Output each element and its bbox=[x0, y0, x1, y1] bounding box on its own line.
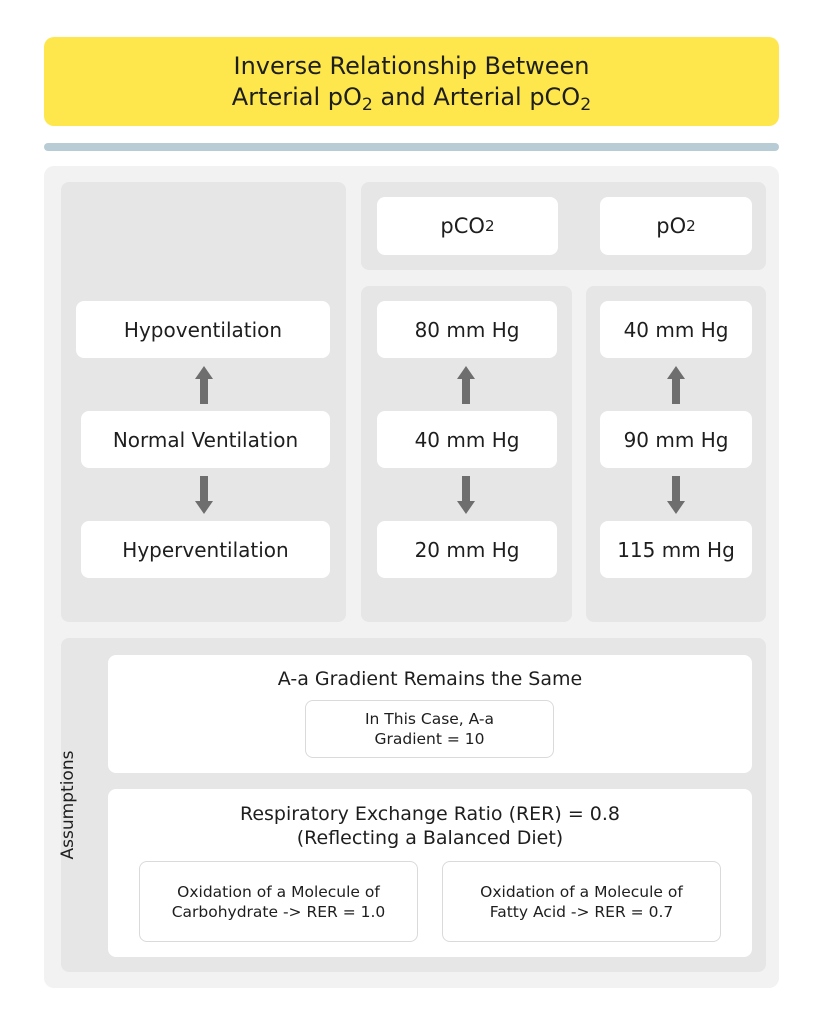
title-line-2: Arterial $pO_2$ and Arterial pCO$_2$ bbox=[231, 82, 592, 115]
rer-heading bbox=[108, 801, 752, 851]
po2-column-header: pO 2 bbox=[600, 197, 752, 255]
arrow-up-icon bbox=[195, 366, 213, 404]
carbohydrate-rer-box bbox=[139, 861, 418, 942]
aa-gradient-detail bbox=[305, 700, 554, 758]
arrow-up-icon bbox=[457, 366, 475, 404]
hyperventilation-box: Hyperventilation bbox=[81, 521, 330, 578]
arrow-down-icon bbox=[667, 476, 685, 514]
hypoventilation-pco2: 80 mm Hg bbox=[377, 301, 557, 358]
normal-ventilation-pco2: 40 mm Hg bbox=[377, 411, 557, 468]
fatty-acid-rer-line-2: Fatty Acid -> RER = 0.7 bbox=[489, 902, 674, 921]
arrow-down-icon bbox=[195, 476, 213, 514]
rer-heading-line-1: Respiratory Exchange Ratio (RER) = 0.8 bbox=[239, 803, 621, 825]
rer-heading-line-2: (Reflecting a Balanced Diet) bbox=[296, 827, 564, 849]
hyperventilation-pco2: 20 mm Hg bbox=[377, 521, 557, 578]
aa-gradient-detail-line-1: In This Case, A-a bbox=[364, 710, 495, 728]
hypoventilation-po2: 40 mm Hg bbox=[600, 301, 752, 358]
title-line-1: Inverse Relationship Between bbox=[233, 51, 590, 80]
hypoventilation-box: Hypoventilation bbox=[76, 301, 330, 358]
hyperventilation-po2: 115 mm Hg bbox=[600, 521, 752, 578]
carbohydrate-rer-line-1: Oxidation of a Molecule of bbox=[177, 882, 380, 901]
normal-ventilation-box: Normal Ventilation bbox=[81, 411, 330, 468]
arrow-down-icon bbox=[457, 476, 475, 514]
aa-gradient-heading: A-a Gradient Remains the Same bbox=[277, 668, 583, 690]
title-divider bbox=[44, 143, 779, 151]
pco2-column-header: pCO 2 bbox=[377, 197, 558, 255]
fatty-acid-rer-line-1: Oxidation of a Molecule of bbox=[480, 882, 683, 901]
normal-ventilation-po2: 90 mm Hg bbox=[600, 411, 752, 468]
fatty-acid-rer-box bbox=[442, 861, 721, 942]
diagram-title bbox=[44, 37, 779, 126]
arrow-up-icon bbox=[667, 366, 685, 404]
carbohydrate-rer-line-2: Carbohydrate -> RER = 1.0 bbox=[171, 902, 386, 921]
aa-gradient-detail-line-2: Gradient = 10 bbox=[374, 730, 485, 748]
